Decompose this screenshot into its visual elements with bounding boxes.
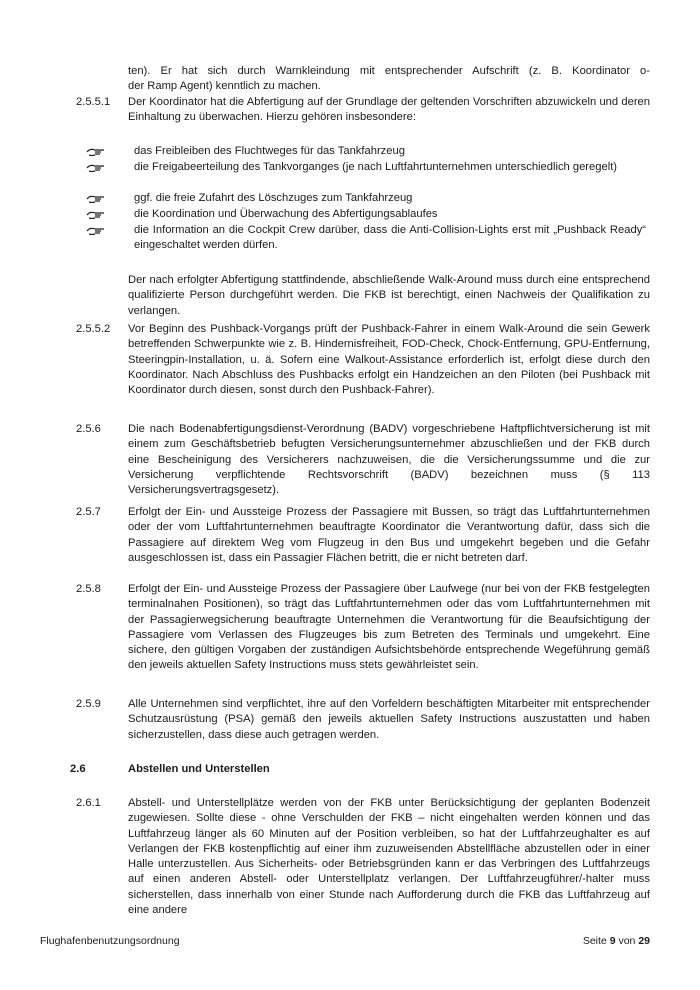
section-text: Erfolgt der Ein- und Aussteige Prozess der Passagiere über Laufwege (nur bei von der FKB festgelegten terminalnahen Positionen), so trägt das Luftfahrtunternehmen oder das vom Luftfahrtunternehmen mit der Passagierwegsicherung beauftragte Unternehmen die Verantwortung für die Beaufsichtigung der Passagiere vom Verlassen des Flugzeuges bis zum Betreten des Terminals und umgekehrt. Eine sichere, den gültigen Vorgaben der zuständigen Aufsichtsbehörde entsprechende Wegeführung gemäß den jeweils aktuellen Safety Instructions muss stets gewährleistet sein. <box>128 583 650 672</box>
pointing-hand-icon <box>86 194 106 204</box>
page-number: Seite 9 von 29 <box>582 935 650 947</box>
list-item <box>86 223 646 254</box>
section-number: 2.5.5.1 <box>76 96 111 108</box>
total-pages: 29 <box>638 935 650 947</box>
pointing-hand-icon <box>86 147 106 157</box>
list-item-text: die Information an die Cockpit Crew darüber, dass die Anti-Collision-Lights erst mit „Pushback Ready“ eingeschaltet werden dürfen. <box>134 224 646 252</box>
section-2-5-7 <box>40 505 650 566</box>
section-text: Alle Unternehmen sind verpflichtet, ihre auf den Vorfeldern beschäftigten Mitarbeiter mit entsprechender Schutzausrüstung (PSA) gemäß den jeweils aktuellen Safety Instructions auszustatten und haben sicherzustellen, dass diese auch getragen werden. <box>128 698 650 741</box>
current-page: 9 <box>609 935 616 947</box>
intro-paragraph <box>40 64 650 95</box>
section-text: Erfolgt der Ein- und Aussteige Prozess der Passagiere mit Bussen, so trägt das Luftfahrtunternehmen oder der vom Luftfahrtunternehmen beauftragte Koordinator die Verantwortung dafür, dass sich die Passagiere auf direktem Weg vom Flugzeug in den Bus und umgekehrt begeben und die Gefahr ausgeschlossen ist, dass ein Passagier Flächen betritt, die er nicht betreten darf. <box>128 506 650 564</box>
section-2-5-5-1-after <box>40 273 650 319</box>
section-number: 2.5.7 <box>76 506 101 518</box>
list-item <box>86 191 646 207</box>
section-2-5-5-1 <box>40 95 650 126</box>
section-2-5-9 <box>40 697 650 743</box>
page-footer <box>40 934 650 949</box>
list-item-text: das Freibleiben des Fluchtweges für das Tankfahrzeug <box>134 145 405 157</box>
section-number: 2.6.1 <box>76 797 101 809</box>
intro-line-1: ten). Er hat sich durch Warnkleindung mit entsprechender Aufschrift (z. B. Koordinator o- <box>128 65 650 77</box>
pointing-hand-icon <box>86 210 106 220</box>
pointing-hand-icon <box>86 163 106 173</box>
section-2-6-heading <box>40 762 650 777</box>
list-item-text: ggf. die freie Zufahrt des Löschzuges zum Tankfahrzeug <box>134 192 413 204</box>
section-2-5-8 <box>40 582 650 674</box>
bullet-list <box>86 144 646 254</box>
section-text: Der Koordinator hat die Abfertigung auf der Grundlage der geltenden Vorschriften abzuwickeln und deren Einhaltung zu überwachen. Hierzu gehören insbesondere: <box>128 96 650 124</box>
section-text: Der nach erfolgter Abfertigung stattfindende, abschließende Walk-Around muss durch eine entsprechend qualifizierte Person durchgeführt werden. Die FKB ist berechtigt, einen Nachweis der Qualifikation zu verlangen. <box>128 274 650 317</box>
section-number: 2.5.5.2 <box>76 323 111 335</box>
section-title: Abstellen und Unterstellen <box>128 763 270 775</box>
section-text: Abstell- und Unterstellplätze werden von der FKB unter Berücksichtigung der geplanten Bodenzeit zugewiesen. Sollte diese - ohne Verschulden der FKB – nicht eingehalten werden können und das Luftfahrzeug länger als 60 Minuten auf der Position verbleiben, so hat der Luftfahrzeughalter es auf Verlangen der FKB kostenpflichtig auf einer ihm zuzuweisenden Abstellfläche abzustellen oder in einer Halle unterzustellen. Aus Sicherheits- oder Betriebsgründen kann er das Verbringen des Luftfahrzeugs auf einen anderen Abstell- oder Unterstellplatz verlangen. Der Luftfahrzeugführer/-halter muss sicherstellen, dass innerhalb von einer Stunde nach Aufforderung durch die FKB das Luftfahrzeug auf eine andere <box>128 797 650 917</box>
footer-document-title: Flughafenbenutzungsordnung <box>40 935 180 947</box>
list-item <box>86 207 646 223</box>
list-item-text: die Freigabeerteilung des Tankvorganges (je nach Luftfahrtunternehmen unterschiedlich geregelt) <box>134 161 618 173</box>
section-text: Vor Beginn des Pushback-Vorgangs prüft der Pushback-Fahrer in einem Walk-Around die sein Gewerk betreffenden Schwerpunkte wie z. B. Hindernisfreiheit, FOD-Check, Chock-Entfernung, GPU-Entfernung, Steeringpin-Installation, u. ä. Sofern eine Walkout-Assistance erforderlich ist, erfolgt diese durch den Koordinator. Nach Abschluss des Pushbacks erfolgt ein Handzeichen an den Piloten (bei Pushback mit Koordinator durch diesen, sonst durch den Pushback-Fahrer). <box>128 323 650 397</box>
section-2-6-1 <box>40 796 650 918</box>
list-item <box>86 160 646 191</box>
section-number: 2.5.6 <box>76 423 101 435</box>
section-number: 2.5.8 <box>76 583 101 595</box>
list-item <box>86 144 646 160</box>
section-text: Die nach Bodenabfertigungsdienst-Verordnung (BADV) vorgeschriebene Haftpflichtversicherung ist mit einem zum Geschäftsbetrieb befugten Versicherungsunternehmer abzuschließen und der FKB durch eine Bescheinigung des Versicherers nachzuweisen, die die Versicherungssumme und die zur Versicherung verpflichtende Rechtsvorschrift (BADV) bezeichnen muss (§ 113 Versicherungsvertragsgesetz). <box>128 423 650 497</box>
section-number: 2.6 <box>70 763 86 775</box>
intro-line-2: der Ramp Agent) kenntlich zu machen. <box>128 80 321 93</box>
section-number: 2.5.9 <box>76 698 101 710</box>
section-2-5-6 <box>40 422 650 498</box>
list-item-text: die Koordination und Überwachung des Abfertigungsablaufes <box>134 208 438 220</box>
section-2-5-5-2 <box>40 322 650 398</box>
pointing-hand-icon <box>86 226 106 236</box>
